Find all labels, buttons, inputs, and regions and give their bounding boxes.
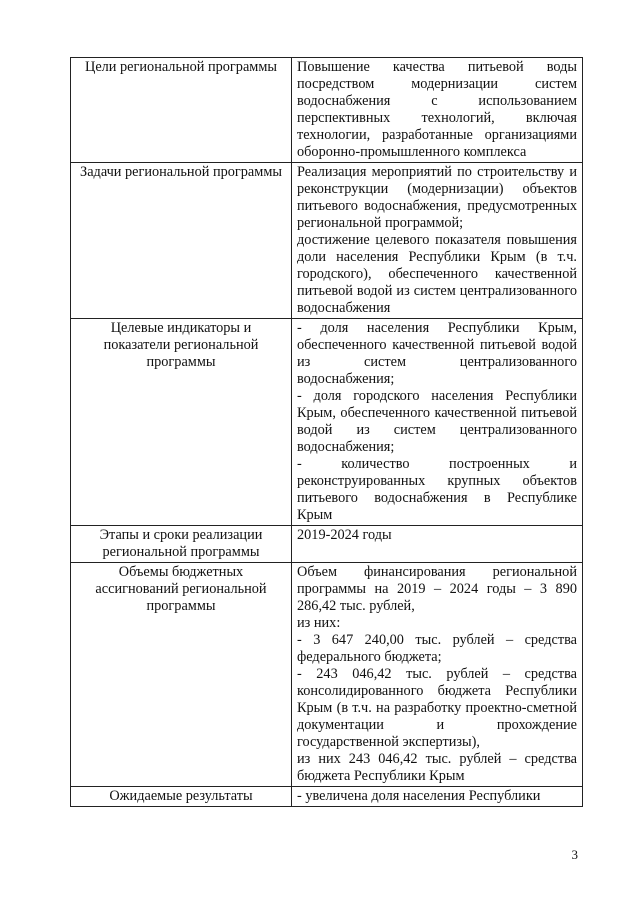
value-paragraph: - увеличена доля населения Республики (297, 788, 541, 804)
table-row (71, 787, 583, 807)
value-paragraph: Повышение качества питьевой воды посредством модернизации систем водоснабжения с использованием перспективных технологий, включая технологии, разработанные организациями оборонно-промышленного комплекса (297, 59, 577, 160)
row-value (292, 163, 583, 319)
row-value (292, 787, 583, 807)
value-paragraph: 2019-2024 годы (297, 527, 392, 543)
row-value (292, 563, 583, 787)
row-value (292, 58, 583, 163)
table-row (71, 319, 583, 526)
row-label: Ожидаемые результаты (71, 787, 292, 807)
value-paragraph: - доля городского населения Республики Крым, обеспеченного качественной питьевой водой из систем централизованного водоснабжения; (297, 388, 577, 455)
value-paragraph: достижение целевого показателя повышения доли населения Республики Крым (в т.ч. городского), обеспеченного качественной питьевой водой из систем централизованного водоснабжения (297, 232, 577, 316)
row-label: Объемы бюджетных ассигнований региональной программы (71, 563, 292, 787)
row-label: Задачи региональной программы (71, 163, 292, 319)
table-row (71, 58, 583, 163)
value-paragraph: - количество построенных и реконструированных крупных объектов питьевого водоснабжения в Республике Крым (297, 456, 577, 523)
value-paragraph: - 243 046,42 тыс. рублей – средства консолидированного бюджета Республики Крым (в т.ч. на разработку проектно-сметной документации и прохождение государственной экспертизы), (297, 666, 577, 750)
value-paragraph: - доля населения Республики Крым, обеспеченного качественной питьевой водой из систем централизованного водоснабжения; (297, 320, 577, 387)
row-label: Целевые индикаторы и показатели региональной программы (71, 319, 292, 526)
table-row (71, 526, 583, 563)
value-paragraph: - 3 647 240,00 тыс. рублей – средства федерального бюджета; (297, 632, 577, 665)
table-body (71, 58, 583, 807)
row-value (292, 319, 583, 526)
table-row (71, 163, 583, 319)
value-paragraph: Объем финансирования региональной программы на 2019 – 2024 годы – 3 890 286,42 тыс. рублей, (297, 564, 577, 614)
value-paragraph: из них 243 046,42 тыс. рублей – средства бюджета Республики Крым (297, 751, 577, 784)
value-paragraph: Реализация мероприятий по строительству и реконструкции (модернизации) объектов питьевого водоснабжения, предусмотренных региональной программой; (297, 164, 577, 231)
row-label: Этапы и сроки реализации региональной программы (71, 526, 292, 563)
row-value (292, 526, 583, 563)
page-number: 3 (571, 847, 578, 862)
program-passport-table (70, 57, 583, 807)
row-label: Цели региональной программы (71, 58, 292, 163)
table-row (71, 563, 583, 787)
value-paragraph: из них: (297, 615, 341, 631)
